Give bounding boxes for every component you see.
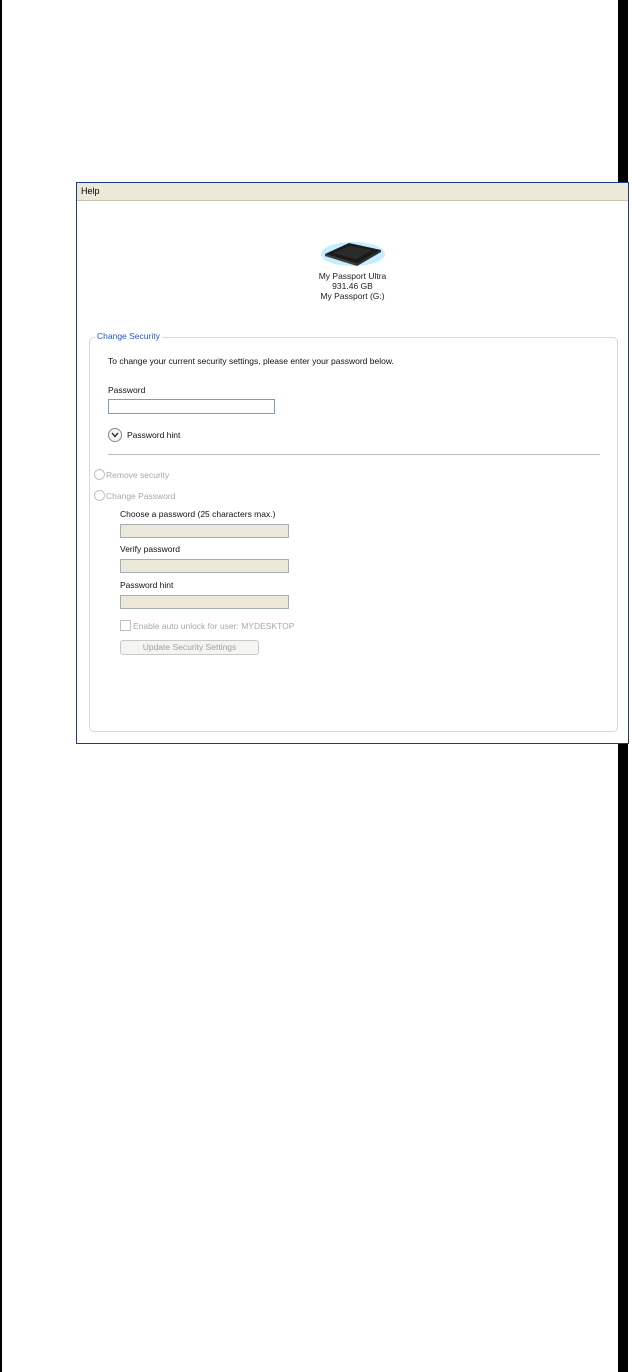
security-window [76,182,629,744]
change-password-label: Change Password [106,491,176,501]
separator [108,454,600,455]
external-drive-icon [319,238,387,268]
password-input[interactable] [108,399,275,414]
choose-password-label: Choose a password (25 characters max.) [120,509,276,519]
password-hint-expand-button[interactable] [108,428,122,442]
change-password-radio[interactable] [94,490,105,501]
auto-unlock-label: Enable auto unlock for user: MYDESKTOP [133,621,295,631]
password-hint-toggle-label[interactable]: Password hint [127,430,181,440]
drive-name: My Passport Ultra [318,271,387,281]
remove-security-label: Remove security [106,470,170,480]
change-password-option[interactable] [94,490,175,501]
page-edge-left [0,0,2,1372]
drive-capacity: 931.46 GB [332,281,373,291]
remove-security-option[interactable] [94,469,169,480]
auto-unlock-option[interactable] [120,620,294,631]
verify-password-input[interactable] [120,559,289,573]
menubar [77,183,628,201]
remove-security-radio[interactable] [94,469,105,480]
intro-text: To change your current security settings, please enter your password below. [108,356,394,366]
update-security-settings-button[interactable]: Update Security Settings [120,640,259,655]
password-hint-label: Password hint [120,580,174,590]
verify-password-label: Verify password [120,544,180,554]
password-hint-input[interactable] [120,595,289,609]
auto-unlock-checkbox[interactable] [120,620,131,631]
drive-volume: My Passport (G:) [320,291,385,301]
menu-help[interactable]: Help [81,186,100,196]
password-label: Password [108,385,146,395]
drive-info [77,238,628,301]
group-title: Change Security [97,331,160,341]
choose-password-input[interactable] [120,524,289,538]
chevron-down-icon [111,432,119,438]
change-security-group [89,331,618,732]
